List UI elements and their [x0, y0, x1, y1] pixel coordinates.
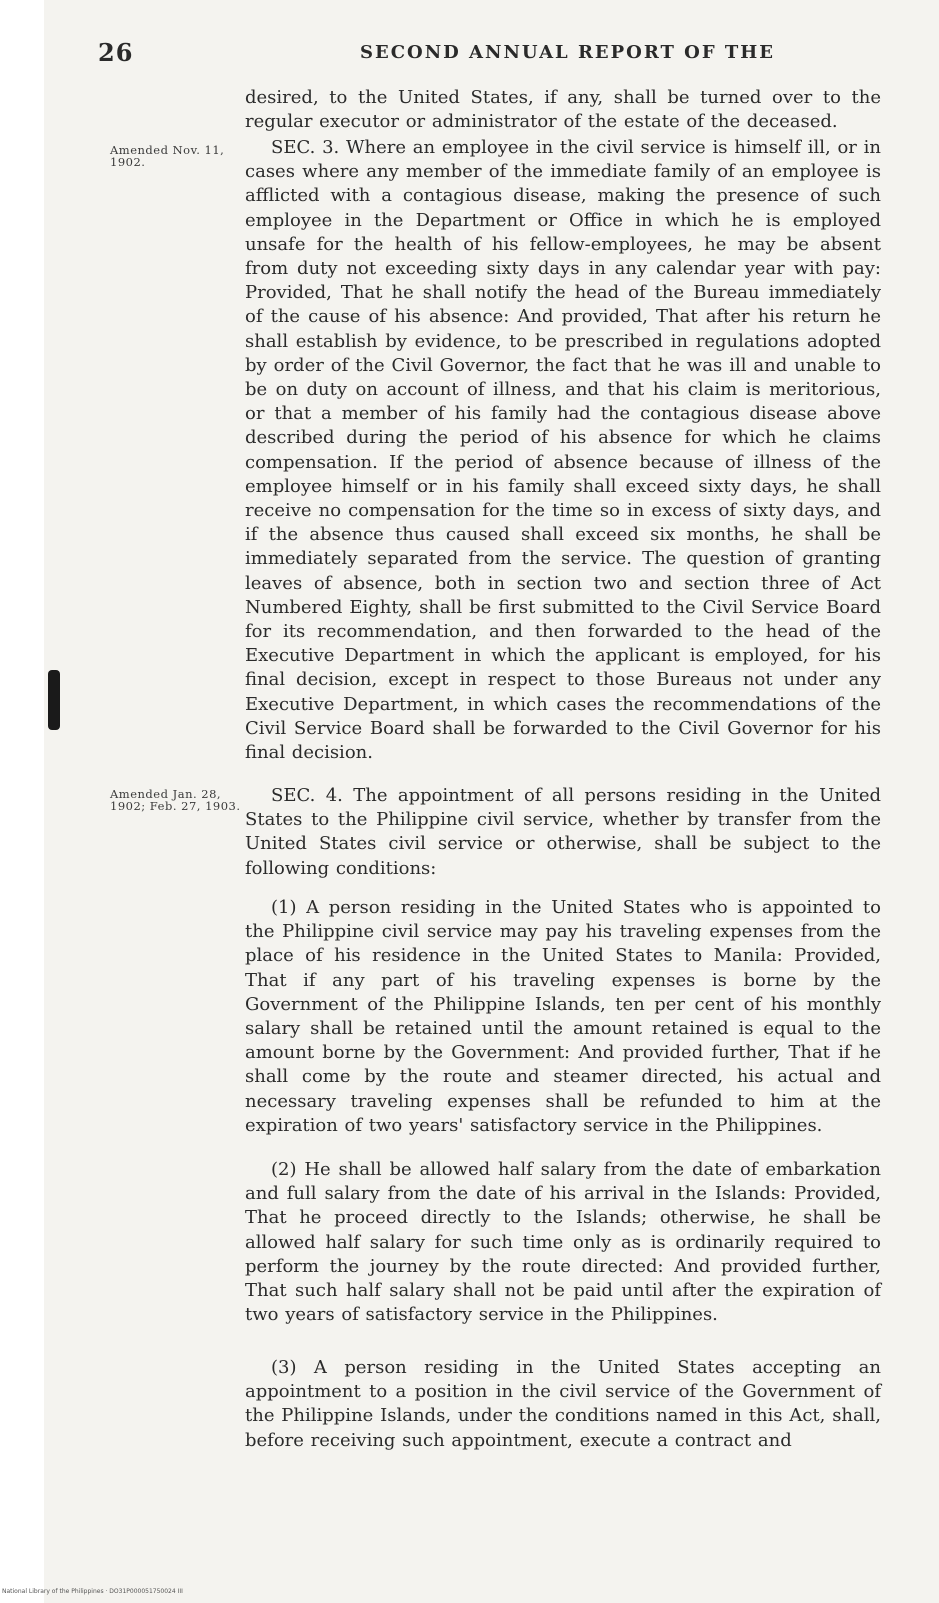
- paragraph-continuation: desired, to the United States, if any, shall be turned over to the regular executor or administrator of the estate of the deceased.: [245, 87, 881, 133]
- paragraph-section-3: SEC. 3. Where an employee in the civil service is himself ill, or in cases where any member of the immediate family of an employee is afflicted with a contagious disease, making the presence of such employee in the Department or Office in which he is employed unsafe for the health of his fellow-employees, he may be absent from duty not exceeding sixty days in any calendar year with pay: Provided, That he shall notify the head of the Bureau immediately of the cause of his absence: And provided, That after his return he shall establish by evidence, to be prescribed in regulations adopted by order of the Civil Governor, the fact that he was ill and unable to be on duty on account of illness, and that his claim is meritorious, or that a member of his family had the contagious disease above described during the period of his absence for which he claims compensation. If the period of absence because of illness of the employee himself or in his family shall exceed sixty days, he shall receive no compensation for the time so in excess of sixty days, and if the absence thus caused shall exceed six months, he shall be immediately separated from the service. The question of granting leaves of absence, both in section two and section three of Act Numbered Eighty, shall be first submitted to the Civil Service Board for its recommendation, and then forwarded to the head of the Executive Department in which the applicant is employed, for his final decision, except in respect to those Bureaus not under any Executive Department, in which cases the recommendations of the Civil Service Board shall be forwarded to the Civil Governor for his final decision.: [245, 137, 881, 764]
- footer-note: National Library of the Philippines · DO31P000051750024 III: [2, 1588, 183, 1595]
- running-title: SECOND ANNUAL REPORT OF THE: [360, 42, 776, 63]
- paragraph-condition-1: (1) A person residing in the United States who is appointed to the Philippine civil service may pay his traveling expenses from the place of his residence in the United States to Manila: Provided, That if any part of his traveling expenses is borne by the Government of the Philippine Islands, ten per cent of his monthly salary shall be retained until the amount retained is equal to the amount borne by the Government: And provided further, That if he shall come by the route and steamer directed, his actual and necessary traveling expenses shall be refunded to him at the expiration of two years' satisfactory service in the Philippines.: [245, 897, 881, 1136]
- paragraph-condition-2: (2) He shall be allowed half salary from the date of embarkation and full salary from the date of his arrival in the Islands: Provided, That he proceed directly to the Islands; otherwise, he shall be allowed half salary for such time only as is ordinarily required to perform the journey by the route directed: And provided further, That such half salary shall not be paid until after the expiration of two years of satisfactory service in the Philippines.: [245, 1159, 881, 1326]
- paragraph-section-4: SEC. 4. The appointment of all persons residing in the United States to the Philippine civil service, whether by transfer from the United States civil service or otherwise, shall be subject to the following conditions:: [245, 785, 881, 879]
- margin-note-sec3: Amended Nov. 11, 1902.: [110, 143, 225, 169]
- margin-note-sec4: Amended Jan. 28, 1902; Feb. 27, 1903.: [110, 787, 241, 813]
- paragraph-condition-3: (3) A person residing in the United States accepting an appointment to a position in the civil service of the Government of the Philippine Islands, under the conditions named in this Act, shall, before receiving such appointment, execute a contract and: [245, 1357, 881, 1451]
- scan-margin: [0, 0, 44, 1603]
- page-header: [0, 38, 939, 68]
- page-number: 26: [98, 38, 134, 67]
- binding-mark: [48, 670, 60, 730]
